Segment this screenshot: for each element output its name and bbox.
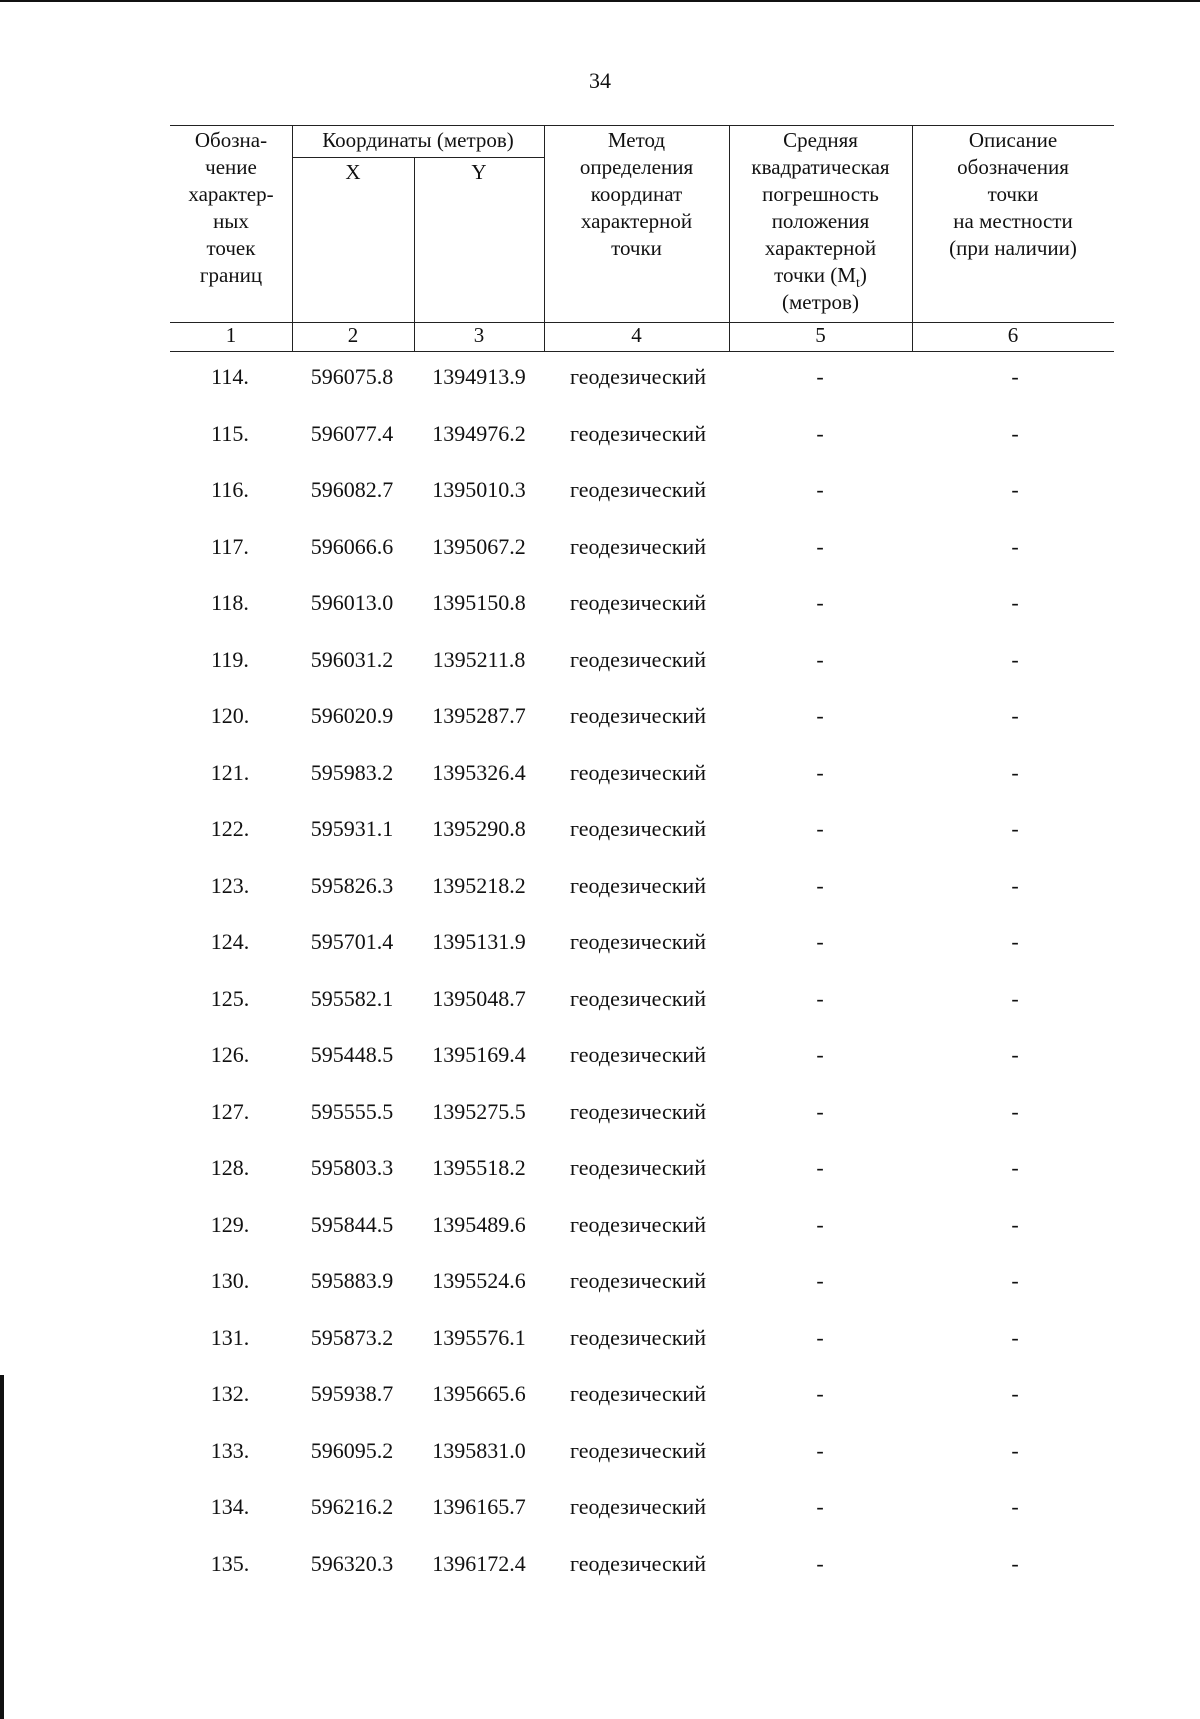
- mean-error: -: [816, 1042, 824, 1067]
- coord-y: 1395518.2: [432, 1155, 526, 1180]
- header-coordinates-group: Координаты (метров): [322, 128, 514, 152]
- column-number-5: 5: [815, 323, 826, 347]
- table-row: [0, 1492, 1200, 1522]
- description: -: [1011, 1437, 1019, 1463]
- coord-y: 1395067.2: [432, 533, 526, 559]
- description: -: [1011, 1494, 1019, 1519]
- point-number: 123.: [210, 872, 250, 898]
- description: -: [1011, 872, 1019, 898]
- point-number: 122.: [210, 816, 250, 841]
- coord-y: 1395665.6: [432, 1381, 526, 1406]
- coord-y: 1396165.7: [432, 1494, 526, 1519]
- coord-y: 1395524.6: [432, 1268, 526, 1293]
- description: -: [1011, 1155, 1019, 1180]
- method: геодезический: [570, 477, 706, 502]
- header-error-subscript: t: [855, 276, 860, 292]
- table-row: [0, 871, 1200, 901]
- point-number: 115.: [211, 420, 249, 446]
- method: геодезический: [570, 590, 706, 615]
- table-row: [0, 1266, 1200, 1296]
- description: -: [1011, 533, 1019, 559]
- coord-x: 595826.3: [310, 872, 394, 898]
- point-number: 130.: [210, 1268, 250, 1293]
- coord-y: 1396172.4: [432, 1550, 526, 1576]
- method: геодезический: [570, 1211, 706, 1237]
- coord-x: 596077.4: [310, 420, 394, 446]
- mean-error: -: [816, 533, 824, 559]
- coord-x: 596020.9: [310, 703, 394, 728]
- coord-y: 1395290.8: [432, 816, 526, 841]
- table-row: [0, 1436, 1200, 1466]
- description: -: [1011, 1550, 1019, 1576]
- description: -: [1011, 985, 1019, 1011]
- method: геодезический: [570, 1437, 706, 1463]
- header-error-close: ): [859, 263, 867, 287]
- point-number: 118.: [211, 590, 249, 615]
- method: геодезический: [570, 1324, 706, 1350]
- method: геодезический: [570, 816, 706, 841]
- coord-y: 1395489.6: [432, 1211, 526, 1237]
- column-number-1: 1: [225, 323, 237, 347]
- description: -: [1011, 929, 1019, 954]
- column-number-2: 2: [347, 323, 359, 347]
- coord-y: 1395048.7: [432, 985, 526, 1011]
- table-row: [0, 362, 1200, 392]
- coord-x: 596066.6: [310, 533, 394, 559]
- table-row: [0, 1153, 1200, 1183]
- coord-y: 1395150.8: [432, 590, 526, 615]
- description: -: [1011, 646, 1019, 672]
- method: геодезический: [570, 1155, 706, 1180]
- coord-y: 1395831.0: [432, 1437, 526, 1463]
- page-number: 34: [589, 68, 611, 93]
- method: геодезический: [570, 646, 706, 672]
- header-error-units: (метров): [782, 290, 859, 314]
- method: геодезический: [570, 1268, 706, 1293]
- table-row: [0, 475, 1200, 505]
- mean-error: -: [816, 477, 824, 502]
- table-row: [0, 419, 1200, 449]
- table-row: [0, 984, 1200, 1014]
- method: геодезический: [570, 1098, 706, 1124]
- top-border: [0, 0, 1200, 2]
- table-row: [0, 1549, 1200, 1579]
- method: геодезический: [570, 1494, 706, 1519]
- description: -: [1011, 1324, 1019, 1350]
- mean-error: -: [816, 1155, 824, 1180]
- coord-x: 595555.5: [310, 1098, 394, 1124]
- point-number: 135.: [210, 1550, 250, 1576]
- method: геодезический: [570, 420, 706, 446]
- header-y: Y: [471, 160, 487, 184]
- mean-error: -: [816, 1211, 824, 1237]
- coord-x: 596075.8: [310, 364, 394, 389]
- method: геодезический: [570, 533, 706, 559]
- method: геодезический: [570, 929, 706, 954]
- mean-error: -: [816, 590, 824, 615]
- coord-y: 1395326.4: [432, 759, 526, 785]
- point-number: 128.: [210, 1155, 250, 1180]
- table-row: [0, 588, 1200, 618]
- column-numbers-rule: [170, 351, 1114, 352]
- coords-group-rule: [292, 157, 544, 158]
- table-row: [0, 1040, 1200, 1070]
- method: геодезический: [570, 759, 706, 785]
- coord-y: 1395010.3: [432, 477, 526, 502]
- description: -: [1011, 1098, 1019, 1124]
- coord-x: 596082.7: [310, 477, 394, 502]
- method: геодезический: [570, 1381, 706, 1406]
- mean-error: -: [816, 1381, 824, 1406]
- description: -: [1011, 477, 1019, 502]
- table-row: [0, 927, 1200, 957]
- table-row: [0, 814, 1200, 844]
- header-method: Метод определения координат характерной точки: [579, 128, 694, 260]
- mean-error: -: [816, 1268, 824, 1293]
- coord-x: 595883.9: [310, 1268, 394, 1293]
- method: геодезический: [570, 364, 706, 389]
- description: -: [1011, 1381, 1019, 1406]
- coord-x: 595803.3: [310, 1155, 394, 1180]
- table-row: [0, 1097, 1200, 1127]
- coord-x: 596013.0: [310, 590, 394, 615]
- coord-x: 596095.2: [310, 1437, 394, 1463]
- mean-error: -: [816, 872, 824, 898]
- coord-x: 596216.2: [310, 1494, 394, 1519]
- point-number: 131.: [210, 1324, 250, 1350]
- mean-error: -: [816, 364, 824, 389]
- table-top-rule: [170, 125, 1114, 126]
- description: -: [1011, 1211, 1019, 1237]
- table-row: [0, 1210, 1200, 1240]
- point-number: 125.: [210, 985, 250, 1011]
- coord-y: 1395576.1: [432, 1324, 526, 1350]
- column-number-3: 3: [473, 323, 485, 347]
- description: -: [1011, 759, 1019, 785]
- coord-x: 595448.5: [310, 1042, 394, 1067]
- header-description: Описание обозначения точки на местности (при наличии): [949, 128, 1077, 260]
- coord-x: 595983.2: [310, 759, 394, 785]
- description: -: [1011, 1042, 1019, 1067]
- point-number: 117.: [211, 533, 249, 559]
- mean-error: -: [816, 703, 824, 728]
- description: -: [1011, 1268, 1019, 1293]
- description: -: [1011, 816, 1019, 841]
- header-point-designation: Обозна- чение характер- ных точек границ: [188, 128, 274, 287]
- point-number: 127.: [210, 1098, 250, 1124]
- mean-error: -: [816, 759, 824, 785]
- coord-y: 1395218.2: [432, 872, 526, 898]
- mean-error: -: [816, 1550, 824, 1576]
- table-row: [0, 532, 1200, 562]
- coord-x: 595873.2: [310, 1324, 394, 1350]
- scan-edge: [0, 1375, 4, 1719]
- description: -: [1011, 420, 1019, 446]
- point-number: 132.: [210, 1381, 250, 1406]
- mean-error: -: [816, 1098, 824, 1124]
- table-row: [0, 1323, 1200, 1353]
- method: геодезический: [570, 703, 706, 728]
- coord-x: 595938.7: [310, 1381, 394, 1406]
- description: -: [1011, 364, 1019, 389]
- coord-y: 1395131.9: [432, 929, 526, 954]
- coord-x: 595701.4: [310, 929, 394, 954]
- coord-x: 595844.5: [310, 1211, 394, 1237]
- table-row: [0, 1379, 1200, 1409]
- coord-y: 1395287.7: [432, 703, 526, 728]
- method: геодезический: [570, 1550, 706, 1576]
- header-x: X: [345, 160, 361, 184]
- point-number: 124.: [210, 929, 250, 954]
- mean-error: -: [816, 1437, 824, 1463]
- method: геодезический: [570, 872, 706, 898]
- coord-y: 1395169.4: [432, 1042, 526, 1067]
- header-mean-square-error: [729, 127, 912, 316]
- mean-error: -: [816, 420, 824, 446]
- point-number: 120.: [210, 703, 250, 728]
- mean-error: -: [816, 929, 824, 954]
- point-number: 133.: [210, 1437, 250, 1463]
- column-number-6: 6: [1007, 323, 1019, 347]
- coord-x: 595931.1: [310, 816, 394, 841]
- mean-error: -: [816, 646, 824, 672]
- coord-y: 1395275.5: [432, 1098, 526, 1124]
- method: геодезический: [570, 1042, 706, 1067]
- description: -: [1011, 590, 1019, 615]
- table-row: [0, 645, 1200, 675]
- point-number: 121.: [210, 759, 250, 785]
- mean-error: -: [816, 1494, 824, 1519]
- mean-error: -: [816, 1324, 824, 1350]
- point-number: 116.: [211, 477, 249, 502]
- coord-x: 595582.1: [310, 985, 394, 1011]
- point-number: 126.: [210, 1042, 250, 1067]
- point-number: 129.: [210, 1211, 250, 1237]
- method: геодезический: [570, 985, 706, 1011]
- table-row: [0, 758, 1200, 788]
- point-number: 134.: [210, 1494, 250, 1519]
- coord-x: 596320.3: [310, 1550, 394, 1576]
- coord-y: 1394913.9: [432, 364, 526, 389]
- mean-error: -: [816, 816, 824, 841]
- point-number: 119.: [211, 646, 249, 672]
- column-number-4: 4: [631, 323, 642, 347]
- point-number: 114.: [211, 364, 249, 389]
- table-row: [0, 701, 1200, 731]
- description: -: [1011, 703, 1019, 728]
- header-error-text: Средняя квадратическая погрешность положения характерной точки (M: [751, 128, 890, 287]
- mean-error: -: [816, 985, 824, 1011]
- coord-x: 596031.2: [310, 646, 394, 672]
- coord-y: 1395211.8: [432, 646, 526, 672]
- coord-y: 1394976.2: [432, 420, 526, 446]
